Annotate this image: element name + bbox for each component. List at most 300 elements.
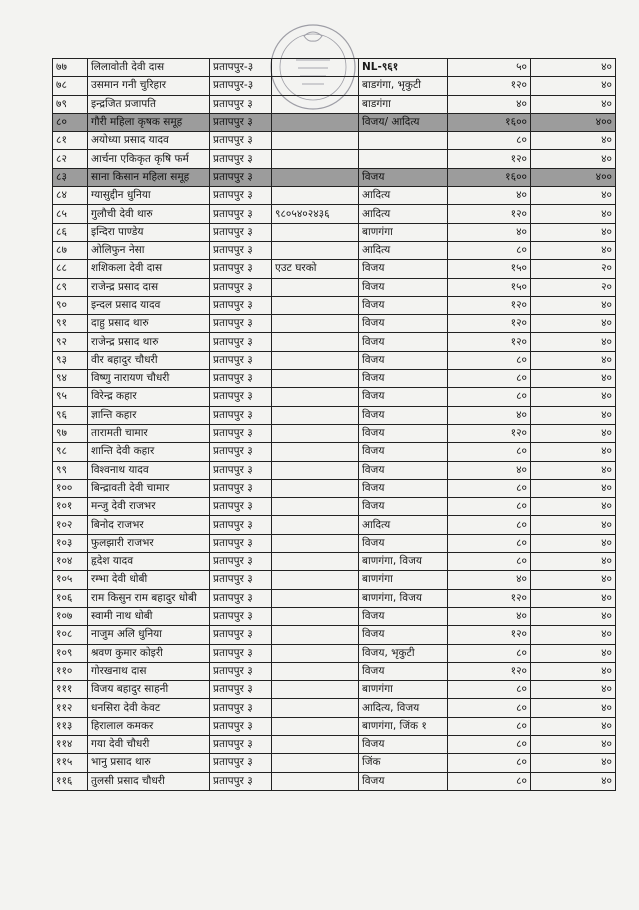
name-cell: ओलिफुन नेसा bbox=[88, 241, 210, 259]
amount-cell: ४० bbox=[531, 571, 616, 589]
table-row bbox=[53, 498, 616, 516]
phone-cell bbox=[272, 168, 359, 186]
variety-cell bbox=[359, 150, 448, 168]
quantity-cell: ४० bbox=[448, 607, 531, 625]
phone-cell bbox=[272, 406, 359, 424]
phone-cell bbox=[272, 424, 359, 442]
amount-cell: ४० bbox=[531, 479, 616, 497]
variety-cell: बाणगंगा bbox=[359, 571, 448, 589]
name-cell: इन्द्रजित प्रजापति bbox=[88, 95, 210, 113]
name-cell: विष्णु नारायण चौधरी bbox=[88, 370, 210, 388]
name-cell: धनसिरा देवी केवट bbox=[88, 699, 210, 717]
amount-cell: ४० bbox=[531, 77, 616, 95]
table-row bbox=[53, 260, 616, 278]
variety-cell: विजय bbox=[359, 260, 448, 278]
address-cell: प्रतापपुर ३ bbox=[210, 662, 272, 680]
name-cell: विजय बहादुर साहनी bbox=[88, 681, 210, 699]
address-cell: प्रतापपुर ३ bbox=[210, 370, 272, 388]
name-cell: नाजुम अलि धुनिया bbox=[88, 626, 210, 644]
table-row bbox=[53, 150, 616, 168]
table-row bbox=[53, 187, 616, 205]
quantity-cell: १५० bbox=[448, 278, 531, 296]
serial-number-cell: १०४ bbox=[53, 553, 88, 571]
amount-cell: ४० bbox=[531, 498, 616, 516]
amount-cell: ४० bbox=[531, 187, 616, 205]
name-cell: गौरी महिला कृषक समूह bbox=[88, 113, 210, 131]
name-cell: हृदेश यादव bbox=[88, 553, 210, 571]
table-row bbox=[53, 553, 616, 571]
address-cell: प्रतापपुर ३ bbox=[210, 406, 272, 424]
address-cell: प्रतापपुर ३ bbox=[210, 516, 272, 534]
phone-cell bbox=[272, 241, 359, 259]
name-cell: विश्वनाथ यादव bbox=[88, 461, 210, 479]
phone-cell bbox=[272, 662, 359, 680]
variety-cell: विजय bbox=[359, 278, 448, 296]
serial-number-cell: ९७ bbox=[53, 424, 88, 442]
name-cell: भानु प्रसाद थारु bbox=[88, 754, 210, 772]
serial-number-cell: ८१ bbox=[53, 132, 88, 150]
quantity-cell: ८० bbox=[448, 553, 531, 571]
amount-cell: ४० bbox=[531, 59, 616, 77]
quantity-cell: ८० bbox=[448, 516, 531, 534]
amount-cell: ४०० bbox=[531, 168, 616, 186]
name-cell: तारामती चामार bbox=[88, 424, 210, 442]
name-cell: फुलझारी राजभर bbox=[88, 534, 210, 552]
table-row bbox=[53, 406, 616, 424]
quantity-cell: ८० bbox=[448, 241, 531, 259]
variety-cell: विजय bbox=[359, 315, 448, 333]
address-cell: प्रतापपुर ३ bbox=[210, 296, 272, 314]
serial-number-cell: ९० bbox=[53, 296, 88, 314]
quantity-cell: ४० bbox=[448, 95, 531, 113]
address-cell: प्रतापपुर ३ bbox=[210, 607, 272, 625]
phone-cell: एउट घरको bbox=[272, 260, 359, 278]
quantity-cell: १२० bbox=[448, 315, 531, 333]
name-cell: अयोध्या प्रसाद यादव bbox=[88, 132, 210, 150]
variety-cell: विजय bbox=[359, 424, 448, 442]
phone-cell bbox=[272, 351, 359, 369]
address-cell: प्रतापपुर ३ bbox=[210, 95, 272, 113]
name-cell: विरेन्द्र कहार bbox=[88, 388, 210, 406]
serial-number-cell: ११० bbox=[53, 662, 88, 680]
variety-cell: आदित्य bbox=[359, 187, 448, 205]
variety-cell: आदित्य bbox=[359, 241, 448, 259]
phone-cell bbox=[272, 607, 359, 625]
table-row bbox=[53, 662, 616, 680]
quantity-cell: १५० bbox=[448, 260, 531, 278]
name-cell: गुलौची देवी थारु bbox=[88, 205, 210, 223]
serial-number-cell: ११५ bbox=[53, 754, 88, 772]
serial-number-cell: ९३ bbox=[53, 351, 88, 369]
phone-cell bbox=[272, 644, 359, 662]
name-cell: राजेन्द्र प्रसाद दास bbox=[88, 278, 210, 296]
variety-cell: बाडगंगा bbox=[359, 95, 448, 113]
table-row bbox=[53, 223, 616, 241]
table-row bbox=[53, 315, 616, 333]
serial-number-cell: १०६ bbox=[53, 589, 88, 607]
name-cell: इन्दिरा पाण्डेय bbox=[88, 223, 210, 241]
serial-number-cell: ७७ bbox=[53, 59, 88, 77]
amount-cell: ४० bbox=[531, 644, 616, 662]
serial-number-cell: १०७ bbox=[53, 607, 88, 625]
name-cell: ग्यासुद्दीन धुनिया bbox=[88, 187, 210, 205]
quantity-cell: ८० bbox=[448, 644, 531, 662]
phone-cell bbox=[272, 516, 359, 534]
variety-cell: विजय bbox=[359, 443, 448, 461]
table-row bbox=[53, 113, 616, 131]
serial-number-cell: ११४ bbox=[53, 735, 88, 753]
variety-cell: विजय bbox=[359, 370, 448, 388]
table-row bbox=[53, 132, 616, 150]
variety-cell: विजय/ आदित्य bbox=[359, 113, 448, 131]
address-cell: प्रतापपुर ३ bbox=[210, 223, 272, 241]
address-cell: प्रतापपुर ३ bbox=[210, 241, 272, 259]
phone-cell bbox=[272, 754, 359, 772]
quantity-cell: ८० bbox=[448, 443, 531, 461]
table-row bbox=[53, 479, 616, 497]
variety-cell: विजय bbox=[359, 772, 448, 790]
serial-number-cell: १११ bbox=[53, 681, 88, 699]
address-cell: प्रतापपुर ३ bbox=[210, 424, 272, 442]
amount-cell: ४० bbox=[531, 589, 616, 607]
quantity-cell: ८० bbox=[448, 498, 531, 516]
table-row bbox=[53, 333, 616, 351]
variety-cell: NL-९६१ bbox=[359, 59, 448, 77]
address-cell: प्रतापपुर ३ bbox=[210, 187, 272, 205]
amount-cell: ४० bbox=[531, 406, 616, 424]
phone-cell bbox=[272, 333, 359, 351]
quantity-cell: ५० bbox=[448, 59, 531, 77]
variety-cell: बाणगंगा, विजय bbox=[359, 553, 448, 571]
address-cell: प्रतापपुर ३ bbox=[210, 626, 272, 644]
amount-cell: ४० bbox=[531, 553, 616, 571]
amount-cell: ४० bbox=[531, 772, 616, 790]
phone-cell bbox=[272, 681, 359, 699]
serial-number-cell: १०१ bbox=[53, 498, 88, 516]
quantity-cell: ८० bbox=[448, 351, 531, 369]
quantity-cell: ४० bbox=[448, 223, 531, 241]
address-cell: प्रतापपुर ३ bbox=[210, 681, 272, 699]
quantity-cell: ८० bbox=[448, 754, 531, 772]
amount-cell: ४० bbox=[531, 388, 616, 406]
amount-cell: ४० bbox=[531, 626, 616, 644]
amount-cell: ४० bbox=[531, 662, 616, 680]
beneficiary-table bbox=[52, 58, 616, 791]
variety-cell: विजय, भृकुटी bbox=[359, 644, 448, 662]
name-cell: मन्जु देवी राजभर bbox=[88, 498, 210, 516]
amount-cell: २० bbox=[531, 278, 616, 296]
amount-cell: ४० bbox=[531, 717, 616, 735]
phone-cell bbox=[272, 77, 359, 95]
variety-cell: विजय bbox=[359, 333, 448, 351]
serial-number-cell: ८६ bbox=[53, 223, 88, 241]
quantity-cell: १२० bbox=[448, 424, 531, 442]
variety-cell: विजय bbox=[359, 607, 448, 625]
table-row bbox=[53, 699, 616, 717]
address-cell: प्रतापपुर ३ bbox=[210, 461, 272, 479]
serial-number-cell: ८४ bbox=[53, 187, 88, 205]
address-cell: प्रतापपुर ३ bbox=[210, 113, 272, 131]
serial-number-cell: ९९ bbox=[53, 461, 88, 479]
serial-number-cell: १०५ bbox=[53, 571, 88, 589]
serial-number-cell: ९४ bbox=[53, 370, 88, 388]
address-cell: प्रतापपुर ३ bbox=[210, 699, 272, 717]
quantity-cell: १२० bbox=[448, 589, 531, 607]
name-cell: आर्चना एकिकृत कृषि फर्म bbox=[88, 150, 210, 168]
quantity-cell: १२० bbox=[448, 205, 531, 223]
name-cell: लिलावोती देवी दास bbox=[88, 59, 210, 77]
quantity-cell: १६०० bbox=[448, 113, 531, 131]
serial-number-cell: ९५ bbox=[53, 388, 88, 406]
table-row bbox=[53, 626, 616, 644]
phone-cell bbox=[272, 553, 359, 571]
amount-cell: ४० bbox=[531, 699, 616, 717]
name-cell: इन्दल प्रसाद यादव bbox=[88, 296, 210, 314]
variety-cell: विजय bbox=[359, 534, 448, 552]
address-cell: प्रतापपुर ३ bbox=[210, 260, 272, 278]
address-cell: प्रतापपुर ३ bbox=[210, 754, 272, 772]
table-row bbox=[53, 681, 616, 699]
variety-cell: विजय bbox=[359, 735, 448, 753]
quantity-cell: १२० bbox=[448, 662, 531, 680]
name-cell: साना किसान महिला समूह bbox=[88, 168, 210, 186]
variety-cell: जिंक bbox=[359, 754, 448, 772]
serial-number-cell: ९२ bbox=[53, 333, 88, 351]
phone-cell bbox=[272, 223, 359, 241]
address-cell: प्रतापपुर ३ bbox=[210, 772, 272, 790]
name-cell: गोरखनाथ दास bbox=[88, 662, 210, 680]
variety-cell: आदित्य bbox=[359, 516, 448, 534]
phone-cell bbox=[272, 498, 359, 516]
variety-cell: बाडगंगा, भृकुटी bbox=[359, 77, 448, 95]
name-cell: दाहु प्रसाद थारु bbox=[88, 315, 210, 333]
phone-cell bbox=[272, 772, 359, 790]
table-row bbox=[53, 296, 616, 314]
amount-cell: ४० bbox=[531, 461, 616, 479]
amount-cell: ४० bbox=[531, 333, 616, 351]
phone-cell bbox=[272, 150, 359, 168]
phone-cell bbox=[272, 370, 359, 388]
amount-cell: ४० bbox=[531, 315, 616, 333]
address-cell: प्रतापपुर ३ bbox=[210, 351, 272, 369]
phone-cell bbox=[272, 278, 359, 296]
table-row bbox=[53, 607, 616, 625]
table-row bbox=[53, 717, 616, 735]
quantity-cell: १२० bbox=[448, 296, 531, 314]
name-cell: ज्ञान्ति कहार bbox=[88, 406, 210, 424]
table-row bbox=[53, 205, 616, 223]
serial-number-cell: ७९ bbox=[53, 95, 88, 113]
amount-cell: ४० bbox=[531, 681, 616, 699]
quantity-cell: ८० bbox=[448, 717, 531, 735]
table-row bbox=[53, 589, 616, 607]
address-cell: प्रतापपुर ३ bbox=[210, 498, 272, 516]
serial-number-cell: ८५ bbox=[53, 205, 88, 223]
name-cell: शान्ति देवी कहार bbox=[88, 443, 210, 461]
address-cell: प्रतापपुर ३ bbox=[210, 589, 272, 607]
address-cell: प्रतापपुर ३ bbox=[210, 735, 272, 753]
table-row bbox=[53, 571, 616, 589]
address-cell: प्रतापपुर ३ bbox=[210, 388, 272, 406]
variety-cell: विजय bbox=[359, 461, 448, 479]
table-row bbox=[53, 241, 616, 259]
phone-cell bbox=[272, 113, 359, 131]
table-row bbox=[53, 534, 616, 552]
amount-cell: ४० bbox=[531, 205, 616, 223]
serial-number-cell: ८३ bbox=[53, 168, 88, 186]
table-row bbox=[53, 278, 616, 296]
quantity-cell: ८० bbox=[448, 388, 531, 406]
quantity-cell: ४० bbox=[448, 406, 531, 424]
quantity-cell: ८० bbox=[448, 534, 531, 552]
serial-number-cell: ८८ bbox=[53, 260, 88, 278]
serial-number-cell: १०८ bbox=[53, 626, 88, 644]
serial-number-cell: १०० bbox=[53, 479, 88, 497]
amount-cell: ४० bbox=[531, 132, 616, 150]
table-row bbox=[53, 351, 616, 369]
name-cell: बिनोद राजभर bbox=[88, 516, 210, 534]
phone-cell bbox=[272, 717, 359, 735]
name-cell: बिन्द्रावती देवी चामार bbox=[88, 479, 210, 497]
variety-cell: आदित्य, विजय bbox=[359, 699, 448, 717]
amount-cell: ४० bbox=[531, 95, 616, 113]
variety-cell: विजय bbox=[359, 662, 448, 680]
quantity-cell: ८० bbox=[448, 681, 531, 699]
serial-number-cell: ११३ bbox=[53, 717, 88, 735]
serial-number-cell: १०३ bbox=[53, 534, 88, 552]
amount-cell: ४० bbox=[531, 735, 616, 753]
amount-cell: ४० bbox=[531, 443, 616, 461]
amount-cell: ४० bbox=[531, 241, 616, 259]
table-row bbox=[53, 95, 616, 113]
serial-number-cell: ८० bbox=[53, 113, 88, 131]
table-row bbox=[53, 77, 616, 95]
address-cell: प्रतापपुर ३ bbox=[210, 534, 272, 552]
variety-cell: विजय bbox=[359, 296, 448, 314]
amount-cell: ४० bbox=[531, 351, 616, 369]
phone-cell bbox=[272, 461, 359, 479]
name-cell: श्रवण कुमार कोइरी bbox=[88, 644, 210, 662]
table-row bbox=[53, 461, 616, 479]
serial-number-cell: ८७ bbox=[53, 241, 88, 259]
quantity-cell: ४० bbox=[448, 187, 531, 205]
name-cell: तुलसी प्रसाद चौधरी bbox=[88, 772, 210, 790]
quantity-cell: ८० bbox=[448, 735, 531, 753]
phone-cell bbox=[272, 443, 359, 461]
address-cell: प्रतापपुर-३ bbox=[210, 77, 272, 95]
phone-cell bbox=[272, 315, 359, 333]
address-cell: प्रतापपुर ३ bbox=[210, 644, 272, 662]
variety-cell bbox=[359, 132, 448, 150]
variety-cell: बाणगंगा, जिंक १ bbox=[359, 717, 448, 735]
phone-cell bbox=[272, 699, 359, 717]
quantity-cell: ८० bbox=[448, 132, 531, 150]
variety-cell: बाणगंगा bbox=[359, 681, 448, 699]
variety-cell: बाणगंगा, विजय bbox=[359, 589, 448, 607]
amount-cell: ४० bbox=[531, 607, 616, 625]
amount-cell: ४०० bbox=[531, 113, 616, 131]
amount-cell: ४० bbox=[531, 516, 616, 534]
address-cell: प्रतापपुर ३ bbox=[210, 315, 272, 333]
variety-cell: विजय bbox=[359, 479, 448, 497]
variety-cell: बाणगंगा bbox=[359, 223, 448, 241]
serial-number-cell: ७८ bbox=[53, 77, 88, 95]
variety-cell: विजय bbox=[359, 168, 448, 186]
name-cell: राजेन्द्र प्रसाद थारु bbox=[88, 333, 210, 351]
name-cell: हिरालाल कमकर bbox=[88, 717, 210, 735]
table-row bbox=[53, 772, 616, 790]
phone-cell bbox=[272, 187, 359, 205]
phone-cell bbox=[272, 534, 359, 552]
variety-cell: विजय bbox=[359, 626, 448, 644]
address-cell: प्रतापपुर ३ bbox=[210, 132, 272, 150]
serial-number-cell: ९१ bbox=[53, 315, 88, 333]
address-cell: प्रतापपुर ३ bbox=[210, 443, 272, 461]
variety-cell: विजय bbox=[359, 351, 448, 369]
name-cell: राम किसुन राम बहादुर धोबी bbox=[88, 589, 210, 607]
quantity-cell: ८० bbox=[448, 772, 531, 790]
amount-cell: ४० bbox=[531, 534, 616, 552]
phone-cell bbox=[272, 479, 359, 497]
address-cell: प्रतापपुर ३ bbox=[210, 333, 272, 351]
serial-number-cell: ९६ bbox=[53, 406, 88, 424]
address-cell: प्रतापपुर ३ bbox=[210, 571, 272, 589]
phone-cell bbox=[272, 626, 359, 644]
amount-cell: ४० bbox=[531, 754, 616, 772]
name-cell: वीर बहादुर चौधरी bbox=[88, 351, 210, 369]
table-row bbox=[53, 388, 616, 406]
name-cell: स्वामी नाथ धोबी bbox=[88, 607, 210, 625]
quantity-cell: १२० bbox=[448, 77, 531, 95]
table-row bbox=[53, 424, 616, 442]
table-row bbox=[53, 370, 616, 388]
phone-cell bbox=[272, 571, 359, 589]
address-cell: प्रतापपुर ३ bbox=[210, 479, 272, 497]
phone-cell bbox=[272, 296, 359, 314]
phone-cell bbox=[272, 735, 359, 753]
serial-number-cell: ११६ bbox=[53, 772, 88, 790]
quantity-cell: ८० bbox=[448, 699, 531, 717]
amount-cell: ४० bbox=[531, 296, 616, 314]
amount-cell: ४० bbox=[531, 223, 616, 241]
serial-number-cell: ८२ bbox=[53, 150, 88, 168]
quantity-cell: १२० bbox=[448, 150, 531, 168]
phone-cell bbox=[272, 59, 359, 77]
quantity-cell: ४० bbox=[448, 461, 531, 479]
name-cell: रम्भा देवी धोबी bbox=[88, 571, 210, 589]
phone-cell bbox=[272, 589, 359, 607]
address-cell: प्रतापपुर-३ bbox=[210, 59, 272, 77]
amount-cell: ४० bbox=[531, 150, 616, 168]
phone-cell bbox=[272, 132, 359, 150]
variety-cell: आदित्य bbox=[359, 205, 448, 223]
serial-number-cell: ९८ bbox=[53, 443, 88, 461]
serial-number-cell: ८९ bbox=[53, 278, 88, 296]
address-cell: प्रतापपुर ३ bbox=[210, 717, 272, 735]
table-row bbox=[53, 168, 616, 186]
table-row bbox=[53, 754, 616, 772]
phone-cell bbox=[272, 388, 359, 406]
serial-number-cell: १०९ bbox=[53, 644, 88, 662]
quantity-cell: १२० bbox=[448, 333, 531, 351]
amount-cell: ४० bbox=[531, 370, 616, 388]
serial-number-cell: ११२ bbox=[53, 699, 88, 717]
table-row bbox=[53, 59, 616, 77]
variety-cell: विजय bbox=[359, 406, 448, 424]
amount-cell: ४० bbox=[531, 424, 616, 442]
table-row bbox=[53, 644, 616, 662]
table-row bbox=[53, 735, 616, 753]
